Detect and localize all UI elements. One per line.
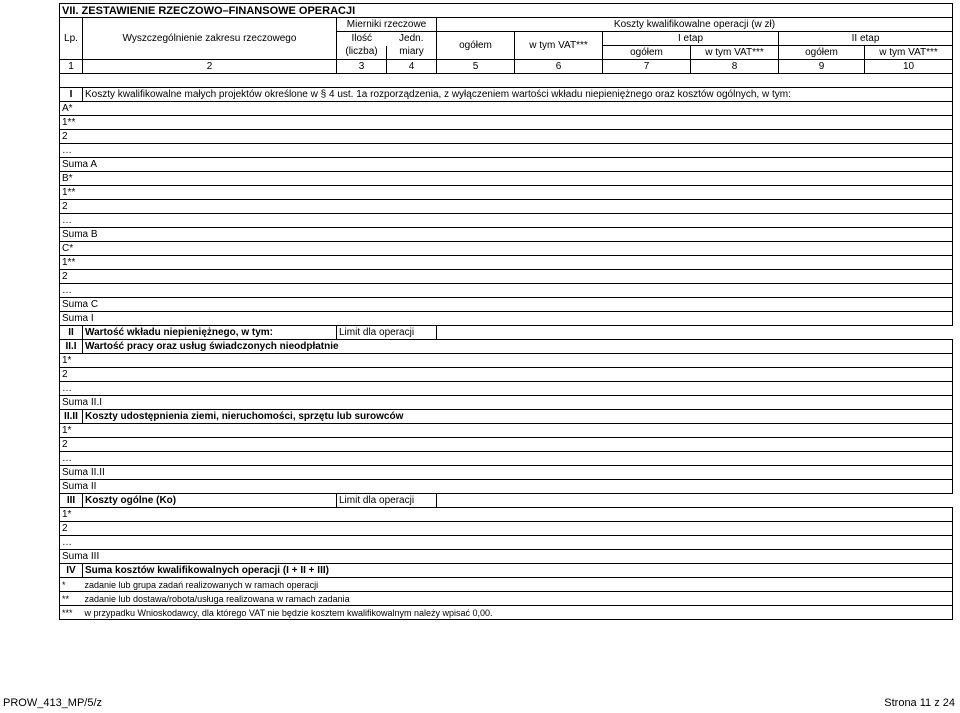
row-label: C* (60, 242, 953, 256)
row-label: 2 (60, 270, 953, 284)
section-num: II.I (60, 340, 83, 354)
footnote-text: zadanie lub dostawa/robota/usługa realizowana w ramach zadania (83, 592, 953, 606)
table-row (60, 550, 953, 564)
col-num: 5 (437, 60, 515, 74)
table-row (60, 102, 953, 116)
limit-value[interactable] (437, 494, 953, 508)
table-row (60, 298, 953, 312)
footnote-mark: * (60, 578, 83, 592)
section-text: Koszty udostępnienia ziemi, nieruchomości, sprzętu lub surowców (83, 410, 953, 424)
section-row (60, 564, 953, 578)
section-num: III (60, 494, 83, 508)
table-row (60, 228, 953, 242)
col-num: 8 (691, 60, 779, 74)
row-label: 1* (60, 508, 953, 522)
header-ii-ogolem: ogółem (779, 46, 865, 60)
table-row (60, 312, 953, 326)
col-num: 10 (865, 60, 953, 74)
row-label: 1* (60, 424, 953, 438)
header-miary: miary (387, 46, 437, 60)
table-row (60, 158, 953, 172)
row-label: 2 (60, 522, 953, 536)
section-row (60, 494, 953, 508)
table-row (60, 536, 953, 550)
header-mierniki: Mierniki rzeczowe (337, 18, 437, 32)
row-label: … (60, 144, 953, 158)
row-label: A* (60, 102, 953, 116)
table-row (60, 172, 953, 186)
section-text: Wartość wkładu niepieniężnego, w tym: (83, 326, 337, 340)
table-row (60, 438, 953, 452)
footnote-mark: ** (60, 592, 83, 606)
table-row (60, 396, 953, 410)
row-label: Suma II (60, 480, 953, 494)
section-i-num: I (60, 88, 83, 102)
footer-doc-code: PROW_413_MP/5/z (3, 697, 103, 709)
row-label: 1** (60, 186, 953, 200)
col-num: 7 (603, 60, 691, 74)
col-num: 2 (83, 60, 337, 74)
header-jedn: Jedn. (387, 32, 437, 46)
header-liczba: (liczba) (337, 46, 387, 60)
table-row (60, 522, 953, 536)
financial-table (59, 3, 953, 620)
row-label: 2 (60, 200, 953, 214)
row-label: … (60, 284, 953, 298)
table-row (60, 214, 953, 228)
table-row (60, 130, 953, 144)
header-ilosc: Ilość (337, 32, 387, 46)
section-i-text: Koszty kwalifikowalne małych projektów określone w § 4 ust. 1a rozporządzenia, z wyłączeniem wartości wkładu niepieniężnego oraz kosztów ogólnych, w tym: (83, 88, 953, 102)
row-label: … (60, 214, 953, 228)
section-row (60, 410, 953, 424)
header-ii-etap: II etap (779, 32, 953, 46)
row-label: 2 (60, 130, 953, 144)
column-numbers-row (60, 60, 953, 74)
section-text: Wartość pracy oraz usług świadczonych nieodpłatnie (83, 340, 953, 354)
row-label: Suma I (60, 312, 953, 326)
row-label: Suma A (60, 158, 953, 172)
col-num: 1 (60, 60, 83, 74)
footer-page-number: Strona 11 z 24 (884, 697, 955, 709)
row-label: 1** (60, 256, 953, 270)
row-label: Suma C (60, 298, 953, 312)
table-row (60, 466, 953, 480)
footnote-row (60, 578, 953, 592)
section-num: IV (60, 564, 83, 578)
footnote-text: w przypadku Wnioskodawcy, dla którego VAT nie będzie kosztem kwalifikowalnym należy wpisać 0,00. (83, 606, 953, 620)
header-wyszczegolnienie: Wyszczególnienie zakresu rzeczowego (83, 18, 337, 60)
table-row (60, 242, 953, 256)
row-label: … (60, 382, 953, 396)
table-row (60, 368, 953, 382)
table-row (60, 144, 953, 158)
section-text: Suma kosztów kwalifikowalnych operacji (I + II + III) (83, 564, 953, 578)
col-num: 6 (515, 60, 603, 74)
section-num: II.II (60, 410, 83, 424)
col-num: 4 (387, 60, 437, 74)
row-label: 1** (60, 116, 953, 130)
header-i-etap: I etap (603, 32, 779, 46)
section-row (60, 326, 953, 340)
limit-label: Limit dla operacji (337, 494, 437, 508)
header-ogolem: ogółem (437, 32, 515, 60)
row-label: Suma II.I (60, 396, 953, 410)
row-label: 2 (60, 438, 953, 452)
row-label: Suma III (60, 550, 953, 564)
limit-label: Limit dla operacji (337, 326, 437, 340)
table-row (60, 186, 953, 200)
row-label: B* (60, 172, 953, 186)
table-row (60, 424, 953, 438)
table-row (60, 508, 953, 522)
table-row (60, 354, 953, 368)
table-row (60, 452, 953, 466)
table-row (60, 284, 953, 298)
section-text: Koszty ogólne (Ko) (83, 494, 337, 508)
row-label: 1* (60, 354, 953, 368)
table-row (60, 382, 953, 396)
section-num: II (60, 326, 83, 340)
row-label: … (60, 536, 953, 550)
table-row (60, 270, 953, 284)
header-lp: Lp. (60, 18, 83, 60)
footnote-text: zadanie lub grupa zadań realizowanych w ramach operacji (83, 578, 953, 592)
header-ii-vat: w tym VAT*** (865, 46, 953, 60)
header-w-tym-vat: w tym VAT*** (515, 32, 603, 60)
table-row (60, 200, 953, 214)
table-row (60, 116, 953, 130)
section-title: VII. ZESTAWIENIE RZECZOWO–FINANSOWE OPERACJI (60, 4, 953, 18)
table-row (60, 256, 953, 270)
row-label: Suma B (60, 228, 953, 242)
footnote-row (60, 592, 953, 606)
limit-value[interactable] (437, 326, 953, 340)
footnote-row (60, 606, 953, 620)
header-koszty: Koszty kwalifikowalne operacji (w zł) (437, 18, 953, 32)
row-label: 2 (60, 368, 953, 382)
col-num: 3 (337, 60, 387, 74)
footnote-mark: *** (60, 606, 83, 620)
col-num: 9 (779, 60, 865, 74)
header-i-ogolem: ogółem (603, 46, 691, 60)
table-row (60, 480, 953, 494)
section-row (60, 340, 953, 354)
row-label: … (60, 452, 953, 466)
row-label: Suma II.II (60, 466, 953, 480)
header-i-vat: w tym VAT*** (691, 46, 779, 60)
